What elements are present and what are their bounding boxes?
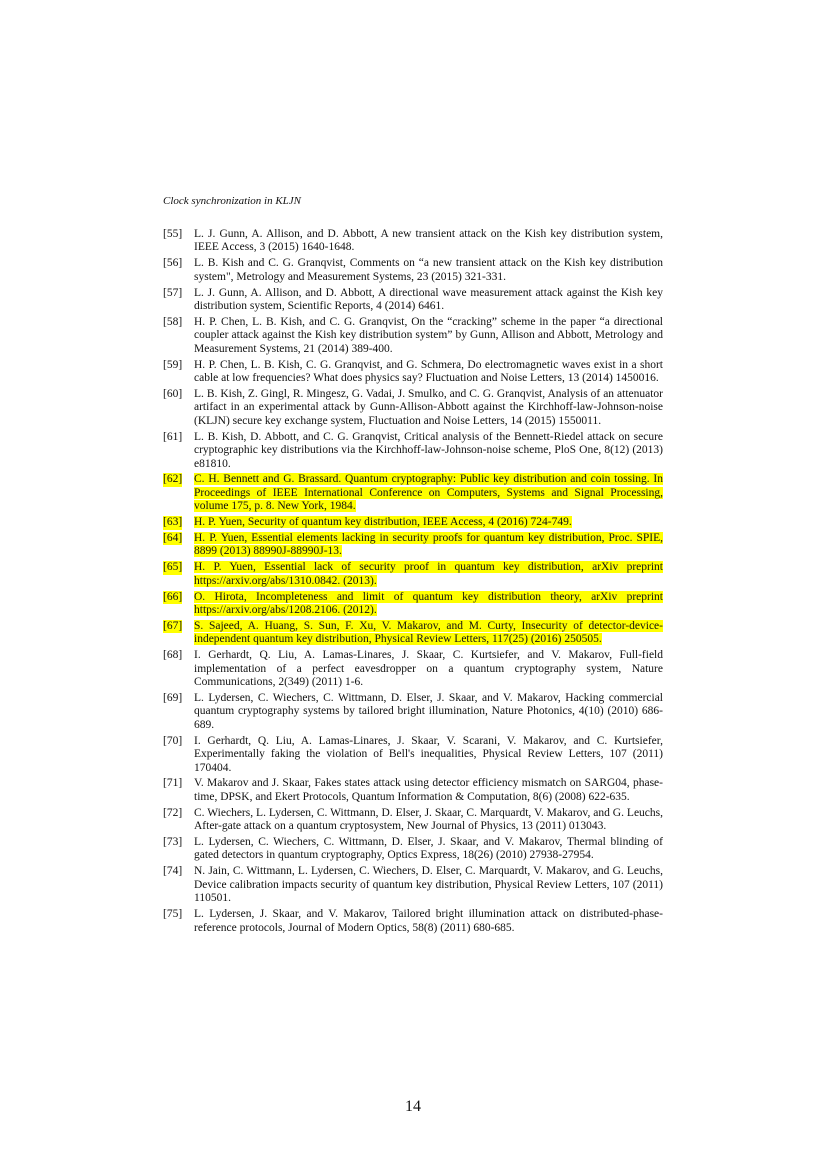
reference-item bbox=[163, 735, 663, 775]
reference-item bbox=[163, 649, 663, 689]
reference-item bbox=[163, 908, 663, 935]
reference-text: H. P. Yuen, Security of quantum key distribution, IEEE Access, 4 (2016) 724-749. bbox=[194, 516, 572, 529]
reference-item bbox=[163, 692, 663, 732]
reference-text: L. Lydersen, J. Skaar, and V. Makarov, Tailored bright illumination attack on distributed-phase-reference protocols, Journal of Modern Optics, 58(8) (2011) 680-685. bbox=[194, 908, 663, 934]
reference-number: [62] bbox=[163, 473, 183, 486]
reference-text: H. P. Yuen, Essential lack of security proof in quantum key distribution, arXiv preprint https://arxiv.org/abs/1310.0842. (2013). bbox=[194, 561, 663, 587]
reference-number: [68] bbox=[163, 649, 183, 662]
reference-number: [60] bbox=[163, 387, 183, 400]
reference-number: [69] bbox=[163, 692, 183, 704]
reference-text: C. Wiechers, L. Lydersen, C. Wittmann, D. Elser, J. Skaar, C. Marquardt, V. Makarov, and G. Leuchs, After-gate attack on a quantum cryptosystem, New Journal of Physics, 13 (2011) 013043. bbox=[194, 806, 663, 833]
reference-text: V. Makarov and J. Skaar, Fakes states attack using detector efficiency mismatch on SARG04, phase-time, DPSK, and Ekert Protocols, Quantum Information & Computation, 8(6) (2008) 622-635. bbox=[194, 777, 663, 803]
reference-item bbox=[163, 777, 663, 804]
reference-number: [71] bbox=[163, 777, 183, 790]
reference-text: H. P. Chen, L. B. Kish, C. G. Granqvist, and G. Schmera, Do electromagnetic waves exist in a short cable at low frequencies? What does physics say? Fluctuation and Noise Letters, 13 (2014) 1450016. bbox=[194, 358, 663, 385]
reference-text: L. B. Kish, D. Abbott, and C. G. Granqvist, Critical analysis of the Bennett-Riedel attack on secure cryptographic key distributions via the Kirchhoff-law-Johnson-noise scheme, PloS One, 8(12) (2013) e81810. bbox=[194, 430, 663, 470]
reference-item-highlighted bbox=[163, 516, 663, 529]
reference-text: O. Hirota, Incompleteness and limit of quantum key distribution theory, arXiv preprint https://arxiv.org/abs/1208.2106. (2012). bbox=[194, 590, 663, 617]
reference-item bbox=[163, 865, 663, 905]
reference-item-highlighted bbox=[163, 532, 663, 559]
reference-text: S. Sajeed, A. Huang, S. Sun, F. Xu, V. Makarov, and M. Curty, Insecurity of detector-device-independent quantum key distribution, Physical Review Letters, 117(25) (2016) 250505. bbox=[194, 619, 663, 646]
reference-number: [55] bbox=[163, 228, 183, 240]
reference-item bbox=[163, 228, 663, 255]
reference-item-highlighted bbox=[163, 591, 663, 618]
reference-text: L. Lydersen, C. Wiechers, C. Wittmann, D. Elser, J. Skaar, and V. Makarov, Thermal blinding of gated detectors in quantum cryptography, Optics Express, 18(26) (2010) 27938-27954. bbox=[194, 836, 663, 862]
reference-number: [59] bbox=[163, 358, 183, 371]
reference-number: [75] bbox=[163, 908, 183, 921]
reference-number: [72] bbox=[163, 806, 183, 819]
reference-number: [74] bbox=[163, 865, 183, 878]
reference-item bbox=[163, 836, 663, 863]
reference-item bbox=[163, 359, 663, 386]
reference-text: H. P. Chen, L. B. Kish, and C. G. Granqvist, On the “cracking” scheme in the paper “a directional coupler attack against the Kish key distribution system” by Gunn, Allison and Abbott, Metrology and Measurement Systems, 21 (2014) 389-400. bbox=[194, 315, 663, 355]
reference-item bbox=[163, 431, 663, 471]
reference-text: C. H. Bennett and G. Brassard. Quantum cryptography: Public key distribution and coin tossing. In Proceedings of IEEE International Conference on Computers, Systems and Signal Processing, volume 175, p. 8. New York, 1984. bbox=[194, 473, 663, 513]
reference-number: [58] bbox=[163, 315, 183, 328]
reference-text: L. J. Gunn, A. Allison, and D. Abbott, A new transient attack on the Kish key distribution system, IEEE Access, 3 (2015) 1640-1648. bbox=[194, 228, 663, 254]
reference-text: I. Gerhardt, Q. Liu, A. Lamas-Linares, J. Skaar, C. Kurtsiefer, and V. Makarov, Full-field implementation of a perfect eavesdropper on a quantum cryptography system, Nature Communications, 2(349) (2011) 1-6. bbox=[194, 649, 663, 689]
reference-number: [63] bbox=[163, 516, 183, 529]
reference-item bbox=[163, 388, 663, 428]
reference-number: [65] bbox=[163, 561, 183, 574]
reference-number: [66] bbox=[163, 590, 183, 603]
reference-number: [67] bbox=[163, 619, 183, 632]
reference-item-highlighted bbox=[163, 561, 663, 588]
reference-item bbox=[163, 807, 663, 834]
reference-item-highlighted bbox=[163, 473, 663, 513]
reference-text: I. Gerhardt, Q. Liu, A. Lamas-Linares, J. Skaar, V. Scarani, V. Makarov, and C. Kurtsiefer, Experimentally faking the violation of Bell's inequalities, Physical Review Letters, 107 (2011) 170404. bbox=[194, 734, 663, 774]
reference-number: [57] bbox=[163, 286, 183, 299]
reference-text: L. Lydersen, C. Wiechers, C. Wittmann, D. Elser, J. Skaar, and V. Makarov, Hacking commercial quantum cryptography systems by tailored bright illumination, Nature Photonics, 4(10) (2010) 686-689. bbox=[194, 692, 663, 731]
reference-number: [64] bbox=[163, 532, 183, 545]
reference-number: [70] bbox=[163, 734, 183, 747]
reference-text: L. B. Kish, Z. Gingl, R. Mingesz, G. Vadai, J. Smulko, and C. G. Granqvist, Analysis of an attenuator artifact in an experimental attack by Gunn-Allison-Abbott against the Kirchhoff-law-Johnson-noise (KLJN) secure key exchange system, Fluctuation and Noise Letters, 14 (2015) 1550011. bbox=[194, 387, 663, 427]
reference-item bbox=[163, 287, 663, 314]
reference-number: [73] bbox=[163, 836, 183, 849]
reference-text: L. J. Gunn, A. Allison, and D. Abbott, A directional wave measurement attack against the Kish key distribution system, Scientific Reports, 4 (2014) 6461. bbox=[194, 286, 663, 313]
reference-text: L. B. Kish and C. G. Granqvist, Comments on “a new transient attack on the Kish key distribution system", Metrology and Measurement Systems, 23 (2015) 321-331. bbox=[194, 257, 663, 283]
reference-item-highlighted bbox=[163, 620, 663, 647]
reference-number: [61] bbox=[163, 430, 183, 443]
reference-item bbox=[163, 257, 663, 284]
reference-number: [56] bbox=[163, 257, 183, 270]
reference-text: N. Jain, C. Wittmann, L. Lydersen, C. Wiechers, D. Elser, C. Marquardt, V. Makarov, and G. Leuchs, Device calibration impacts security of quantum key distribution, Physical Review Letters, 107 (2011) 110501. bbox=[194, 865, 663, 905]
reference-item bbox=[163, 316, 663, 356]
reference-list bbox=[163, 228, 663, 937]
reference-text: H. P. Yuen, Essential elements lacking in security proofs for quantum key distribution, Proc. SPIE, 8899 (2013) 88990J-88990J-13. bbox=[194, 532, 663, 558]
page-number: 14 bbox=[405, 1098, 421, 1115]
running-head: Clock synchronization in KLJN bbox=[163, 195, 302, 207]
